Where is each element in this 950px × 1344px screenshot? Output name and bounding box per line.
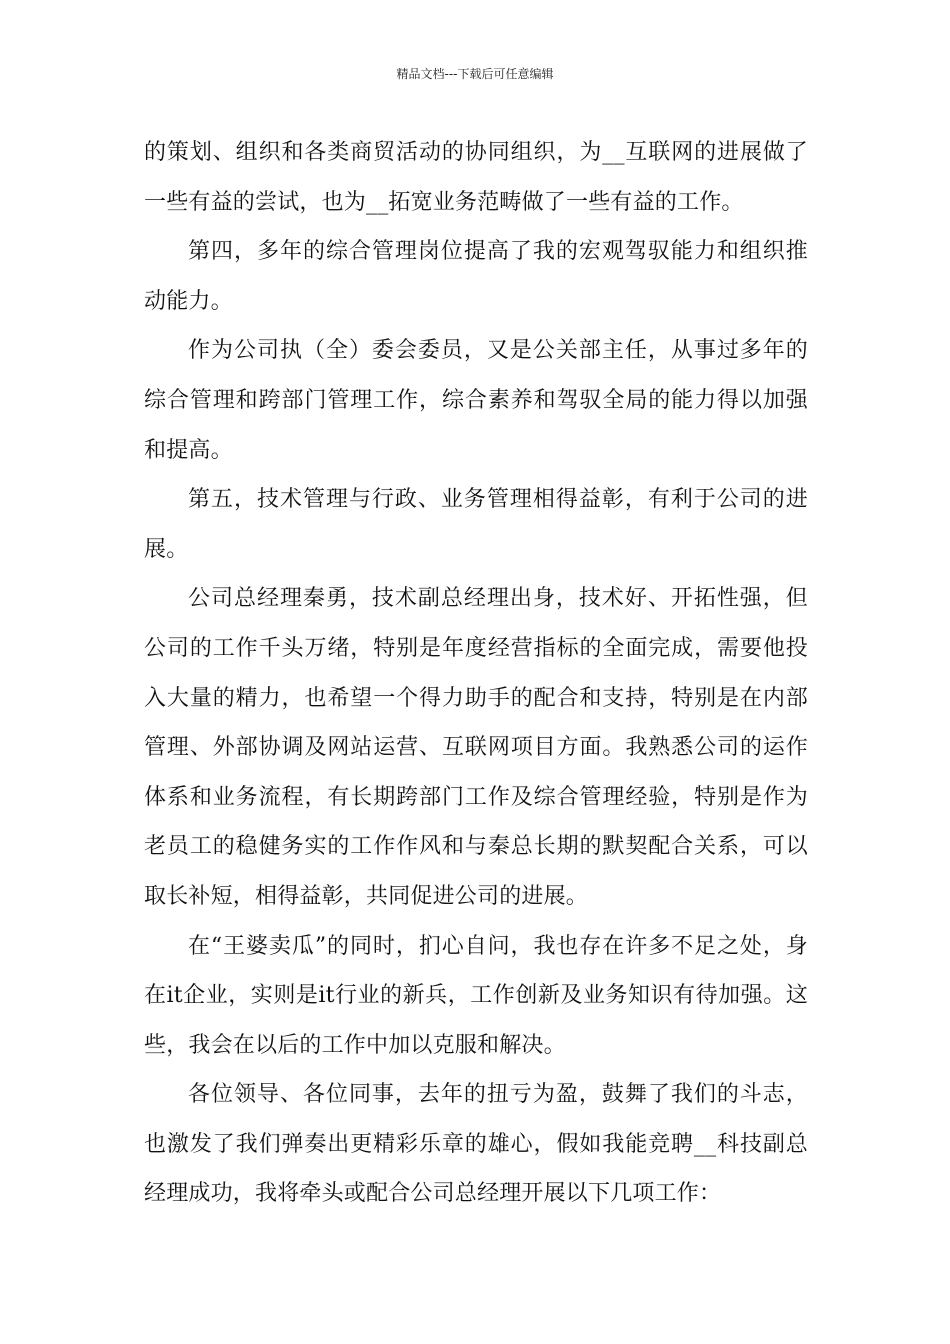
paragraph-4: 第五，技术管理与行政、业务管理相得益彰，有利于公司的进展。 (144, 487, 808, 562)
paragraph-7: 各位领导、各位同事，去年的扭亏为盈，鼓舞了我们的斗志，也激发了我们弹奏出更精彩乐章的雄心，假如我能竞聘__科技副总经理成功，我将牵头或配合公司总经理开展以下几项工作： (144, 1082, 808, 1207)
paragraph-5: 公司总经理秦勇，技术副总经理出身，技术好、开拓性强，但公司的工作千头万绪，特别是年度经营指标的全面完成，需要他投入大量的精力，也希望一个得力助手的配合和支持，特别是在内部管理、外部协调及网站运营、互联网项目方面。我熟悉公司的运作体系和业务流程，有长期跨部门工作及综合管理经验，特别是作为老员工的稳健务实的工作作风和与秦总长期的默契配合关系，可以取长补短，相得益彰，共同促进公司的进展。 (144, 586, 808, 909)
paragraph-3: 作为公司执（全）委会委员，又是公关部主任，从事过多年的综合管理和跨部门管理工作，综合素养和驾驭全局的能力得以加强和提高。 (144, 338, 808, 463)
paragraph-6: 在“王婆卖瓜”的同时，扪心自问，我也存在许多不足之处，身在it企业，实则是it行业的新兵，工作创新及业务知识有待加强。这些，我会在以后的工作中加以克服和解决。 (144, 933, 808, 1058)
paragraph-1: 的策划、组织和各类商贸活动的协同组织，为__互联网的进展做了一些有益的尝试，也为__拓宽业务范畴做了一些有益的工作。 (144, 140, 808, 215)
paragraph-2: 第四，多年的综合管理岗位提高了我的宏观驾驭能力和组织推动能力。 (144, 239, 808, 314)
document-body (144, 128, 808, 1219)
page-header: 精品文档---下载后可任意编辑 (396, 67, 554, 81)
